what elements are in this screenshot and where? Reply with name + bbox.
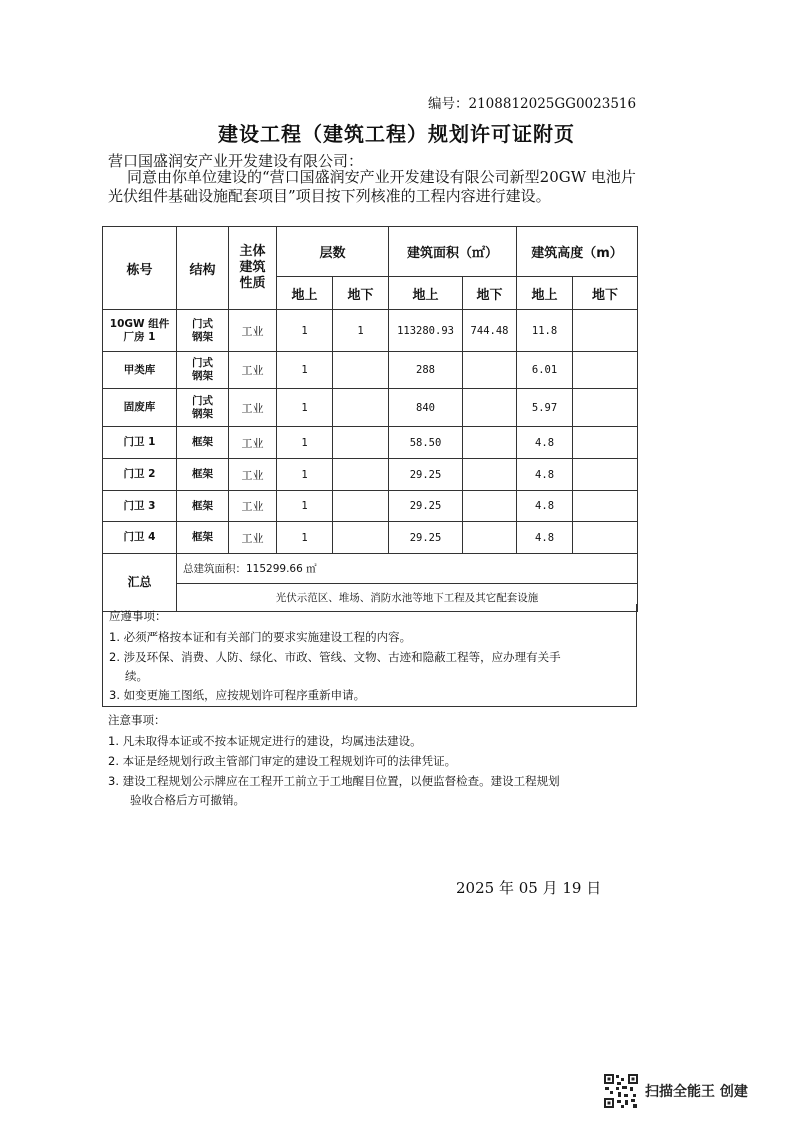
cell-height-below xyxy=(573,389,638,427)
cell-nature: 工业 xyxy=(229,310,277,352)
cell-area-below xyxy=(463,459,517,491)
qr-code-icon xyxy=(603,1073,639,1109)
cell-structure: 框架 xyxy=(177,459,229,491)
cell-height-above: 4.8 xyxy=(517,522,573,554)
cell-floors-below xyxy=(333,459,389,491)
cell-name: 门卫 4 xyxy=(103,522,177,554)
note-item: 2. 本证是经规划行政主管部门审定的建设工程规划许可的法律凭证。 xyxy=(108,754,457,768)
header-building-no: 栋号 xyxy=(103,227,177,310)
cell-floors-above: 1 xyxy=(277,522,333,554)
cell-nature: 工业 xyxy=(229,522,277,554)
cell-floors-below xyxy=(333,389,389,427)
cell-floors-above: 1 xyxy=(277,389,333,427)
cell-nature: 工业 xyxy=(229,389,277,427)
document-title: 建设工程（建筑工程）规划许可证附页 xyxy=(218,122,575,146)
cell-nature: 工业 xyxy=(229,491,277,522)
cell-area-above: 29.25 xyxy=(389,522,463,554)
cell-floors-above: 1 xyxy=(277,352,333,389)
should-follow-item: 3. 如变更施工图纸，应按规划许可程序重新申请。 xyxy=(109,688,366,702)
cell-height-below xyxy=(573,522,638,554)
should-follow-item: 1. 必须严格按本证和有关部门的要求实施建设工程的内容。 xyxy=(109,630,412,644)
header-floors-below: 地下 xyxy=(333,277,389,310)
header-area: 建筑面积（㎡） xyxy=(389,227,517,277)
cell-structure: 框架 xyxy=(177,522,229,554)
cell-area-below xyxy=(463,491,517,522)
cell-area-below xyxy=(463,522,517,554)
cell-area-below xyxy=(463,427,517,459)
header-height-above: 地上 xyxy=(517,277,573,310)
cell-area-below: 744.48 xyxy=(463,310,517,352)
building-table xyxy=(102,226,638,612)
cell-height-above: 6.01 xyxy=(517,352,573,389)
should-follow-section xyxy=(102,604,637,707)
summary-label: 汇总 xyxy=(103,554,177,612)
table-row xyxy=(103,310,638,352)
cell-structure: 框架 xyxy=(177,427,229,459)
cell-floors-below xyxy=(333,427,389,459)
cell-floors-below xyxy=(333,352,389,389)
cell-height-above: 5.97 xyxy=(517,389,573,427)
header-nature: 主体建筑性质 xyxy=(229,227,277,310)
cell-area-above: 29.25 xyxy=(389,459,463,491)
notes-heading: 注意事项： xyxy=(108,713,166,727)
cell-height-below xyxy=(573,427,638,459)
cell-area-below xyxy=(463,352,517,389)
cell-name: 门卫 1 xyxy=(103,427,177,459)
cell-floors-above: 1 xyxy=(277,310,333,352)
header-height-below: 地下 xyxy=(573,277,638,310)
underground-note: 光伏示范区、堆场、消防水池等地下工程及其它配套设施 xyxy=(177,584,638,612)
cell-area-above: 29.25 xyxy=(389,491,463,522)
total-area: 总建筑面积：115299.66 ㎡ xyxy=(177,554,638,584)
cell-structure: 框架 xyxy=(177,491,229,522)
table-row xyxy=(103,491,638,522)
issue-date: 2025 年 05 月 19 日 xyxy=(456,879,602,897)
table-row xyxy=(103,522,638,554)
table-row xyxy=(103,427,638,459)
cell-floors-above: 1 xyxy=(277,459,333,491)
cell-floors-below: 1 xyxy=(333,310,389,352)
header-height: 建筑高度（m） xyxy=(517,227,638,277)
should-follow-item: 2. 涉及环保、消费、人防、绿化、市政、管线、文物、古迹和隐蔽工程等，应办理有关手 xyxy=(109,650,561,664)
cell-height-below xyxy=(573,310,638,352)
table-row xyxy=(103,389,638,427)
cell-nature: 工业 xyxy=(229,427,277,459)
header-floors-above: 地上 xyxy=(277,277,333,310)
cell-floors-below xyxy=(333,522,389,554)
note-item: 3. 建设工程规划公示牌应在工程开工前立于工地醒目位置，以便监督检查。建设工程规划 xyxy=(108,774,560,788)
table-row xyxy=(103,459,638,491)
header-area-above: 地上 xyxy=(389,277,463,310)
cell-height-above: 4.8 xyxy=(517,459,573,491)
cell-area-above: 840 xyxy=(389,389,463,427)
header-area-below: 地下 xyxy=(463,277,517,310)
cell-structure: 门式钢架 xyxy=(177,389,229,427)
cell-nature: 工业 xyxy=(229,459,277,491)
cell-height-below xyxy=(573,352,638,389)
cell-floors-above: 1 xyxy=(277,491,333,522)
serial-number: 编号：2108812025GG0023516 xyxy=(428,96,637,112)
cell-structure: 门式钢架 xyxy=(177,310,229,352)
cell-structure: 门式钢架 xyxy=(177,352,229,389)
cell-height-above: 11.8 xyxy=(517,310,573,352)
cell-area-below xyxy=(463,389,517,427)
cell-floors-below xyxy=(333,491,389,522)
cell-name: 10GW 组件厂房 1 xyxy=(103,310,177,352)
cell-name: 固废库 xyxy=(103,389,177,427)
table-row xyxy=(103,352,638,389)
cell-area-above: 288 xyxy=(389,352,463,389)
recipient: 营口国盛润安产业开发建设有限公司： xyxy=(108,152,364,170)
scanner-brand: 扫描全能王 创建 xyxy=(645,1084,748,1100)
cell-area-above: 58.50 xyxy=(389,427,463,459)
header-structure: 结构 xyxy=(177,227,229,310)
cell-nature: 工业 xyxy=(229,352,277,389)
cell-height-below xyxy=(573,459,638,491)
cell-height-above: 4.8 xyxy=(517,491,573,522)
intro-paragraph: 同意由你单位建设的“营口国盛润安产业开发建设有限公司新型20GW 电池片光伏组件基础设施配套项目”项目按下列核准的工程内容进行建设。 xyxy=(108,168,636,205)
cell-name: 门卫 2 xyxy=(103,459,177,491)
cell-height-above: 4.8 xyxy=(517,427,573,459)
header-floors: 层数 xyxy=(277,227,389,277)
cell-name: 甲类库 xyxy=(103,352,177,389)
cell-name: 门卫 3 xyxy=(103,491,177,522)
should-follow-heading: 应遵事项： xyxy=(109,609,167,623)
note-item: 1. 凡未取得本证或不按本证规定进行的建设，均属违法建设。 xyxy=(108,734,422,748)
cell-area-above: 113280.93 xyxy=(389,310,463,352)
cell-floors-above: 1 xyxy=(277,427,333,459)
note-item: 验收合格后方可撤销。 xyxy=(130,793,245,807)
should-follow-item: 续。 xyxy=(125,669,148,683)
cell-height-below xyxy=(573,491,638,522)
